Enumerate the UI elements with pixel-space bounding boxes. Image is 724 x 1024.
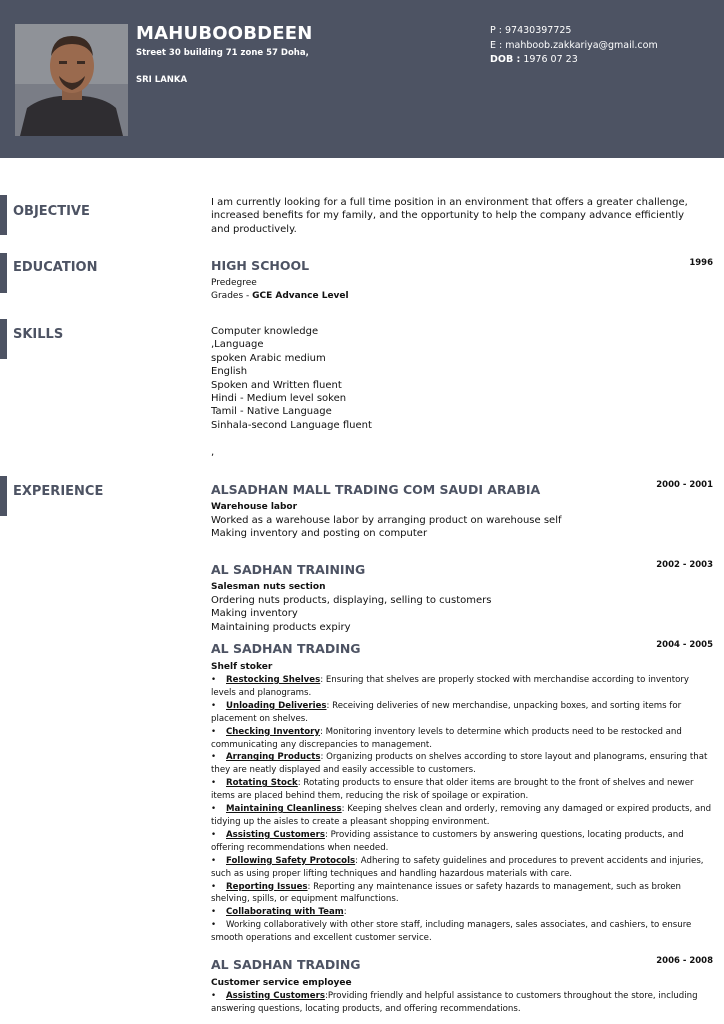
duty-text: : Receiving deliveries of new merchandise, unpacking boxes, and sorting items for placement on shelves.: [211, 700, 682, 724]
duty-heading: Rotating Stock: [226, 778, 298, 789]
skill-item: Sinhala-second Language fluent: [211, 419, 372, 431]
grades-label: Grades -: [211, 291, 253, 301]
duty-heading: Following Safety Protocols: [226, 855, 356, 866]
duty-text: : Keeping shelves clean and orderly, removing any damaged or expired products, and tidying up the aisles to create a pleasant shopping environment.: [211, 804, 712, 827]
skills-section-bar: [0, 319, 7, 359]
duty-text: : Reporting any maintenance issues or safety hazards to management, such as broken shelving, spills, or equipment malfunctions.: [211, 881, 681, 905]
job-role: Customer service employee: [211, 978, 352, 988]
job-dates: 2006 - 2008: [656, 956, 713, 966]
duty-heading: Arranging Products: [226, 752, 321, 763]
job-line: Worked as a warehouse labor by arranging product on warehouse self: [211, 515, 562, 526]
contact-info: [490, 24, 658, 68]
duty-text: : Monitoring inventory levels to determine which products need to be restocked and communicating any discrepancies to management.: [211, 726, 682, 750]
duty-heading: Maintaining Cleanliness: [226, 804, 342, 815]
duty-item: • Reporting Issues: Reporting any maintenance issues or safety hazards to management, such as broken shelving, spills, or equipment malfunctions.: [211, 881, 681, 905]
experience-heading: EXPERIENCE: [13, 484, 104, 499]
job-line: Making inventory and posting on computer: [211, 528, 428, 540]
duty-heading: Restocking Shelves: [226, 675, 321, 685]
job-role: Warehouse labor: [211, 502, 298, 512]
objective-heading: OBJECTIVE: [13, 204, 90, 219]
duty-text: : Organizing products on shelves according to store layout and planograms, ensuring that they are neatly displayed and easily accessible to customers.: [211, 752, 708, 776]
dob-label: DOB :: [490, 54, 521, 65]
education-section-bar: [0, 253, 7, 293]
person-avatar-icon: [15, 24, 128, 136]
duty-heading: Checking Inventory: [226, 726, 320, 737]
grades-value: GCE Advance Level: [252, 291, 349, 301]
skill-item: Hindi - Medium level soken: [211, 393, 347, 405]
duty-item: • Collaborating with Team:: [211, 907, 347, 918]
skills-list: [211, 325, 372, 432]
job-duties-list: [211, 674, 716, 945]
duty-item: • Working collaboratively with other store staff, including managers, sales associates, and cashiers, to ensure smooth operations and excellent customer service.: [211, 920, 692, 944]
education-year: 1996: [689, 258, 713, 268]
duty-text: : Providing assistance to customers by answering questions, locating products, and offering recommendations when needed.: [211, 829, 684, 853]
duty-text: : Ensuring that shelves are properly stocked with merchandise according to inventory levels and planograms.: [211, 675, 689, 698]
phone-number: 97430397725: [504, 25, 572, 36]
email-label: E :: [490, 39, 503, 51]
job-dates: 2000 - 2001: [656, 480, 713, 490]
skill-item: Computer knowledge: [211, 326, 319, 337]
address-line-2: SRI LANKA: [136, 75, 188, 85]
job-role: Salesman nuts section: [211, 582, 326, 592]
duty-heading: Collaborating with Team: [226, 907, 344, 918]
duty-heading: Assisting Customers: [226, 829, 325, 840]
job-line: Maintaining products expiry: [211, 621, 351, 633]
duty-heading: Assisting Customers: [226, 991, 325, 1001]
profile-photo: [15, 24, 128, 136]
duty-text: :: [343, 907, 347, 918]
skills-trailing-mark: ,: [211, 447, 215, 458]
skills-heading: SKILLS: [13, 327, 64, 342]
email-address: mahboob.zakkariya@gmail.com: [505, 39, 658, 51]
job-description: [211, 514, 562, 541]
job-role: Shelf stoker: [211, 662, 273, 672]
duty-heading: Reporting Issues: [226, 881, 308, 892]
duty-text: :Providing friendly and helpful assistance to customers throughout the store, including answering questions, locating products, and offering recommendations.: [211, 991, 698, 1014]
skill-item: spoken Arabic medium: [211, 352, 326, 364]
education-heading: EDUCATION: [13, 260, 98, 275]
duty-item: • Checking Inventory: Monitoring inventory levels to determine which products need to be restocked and communicating any discrepancies to management.: [211, 726, 682, 750]
skill-item: ,Language: [211, 339, 264, 351]
duty-heading: Unloading Deliveries: [226, 700, 327, 711]
duty-item: • Arranging Products: Organizing products on shelves according to store layout and planograms, ensuring that they are neatly displayed and easily accessible to customers.: [211, 752, 708, 776]
resume-header: [0, 0, 724, 158]
skill-item: Tamil - Native Language: [211, 406, 332, 418]
skill-item: English: [211, 366, 248, 378]
education-line: Predegree: [211, 278, 257, 288]
education-detail: [211, 277, 349, 303]
duty-item: • Following Safety Protocols: Adhering to safety guidelines and procedures to prevent accidents and injuries, such as using proper lifting techniques and handling hazardous materials with care.: [211, 855, 704, 879]
job-line: Ordering nuts products, displaying, selling to customers: [211, 595, 492, 606]
dob-value: 1976 07 23: [523, 54, 578, 65]
duty-item: • Unloading Deliveries: Receiving deliveries of new merchandise, unpacking boxes, and sorting items for placement on shelves.: [211, 700, 682, 724]
candidate-name: MAHUBOOBDEEN: [136, 23, 313, 44]
duty-item: • Restocking Shelves: Ensuring that shelves are properly stocked with merchandise according to inventory levels and planograms.: [211, 675, 689, 698]
experience-section-bar: [0, 476, 7, 516]
job-description: [211, 594, 491, 634]
duty-item: • Assisting Customers: Providing assistance to customers by answering questions, locating products, and offering recommendations when needed.: [211, 829, 684, 853]
duty-item: • Rotating Stock: Rotating products to ensure that older items are brought to the front of shelves and newer items are placed behind them, reducing the risk of spoilage or expiration.: [211, 778, 694, 802]
job-dates: 2002 - 2003: [656, 560, 713, 570]
duty-text: : Adhering to safety guidelines and procedures to prevent accidents and injuries, such as using proper lifting techniques and handling hazardous materials with care.: [211, 855, 704, 879]
job-company: AL SADHAN TRADING: [211, 641, 361, 656]
skill-item: Spoken and Written fluent: [211, 379, 342, 391]
duty-item: • Assisting Customers:Providing friendly and helpful assistance to customers throughout the store, including answering questions, locating products, and offering recommendations.: [211, 991, 698, 1014]
duty-item: • Maintaining Cleanliness: Keeping shelves clean and orderly, removing any damaged or expired products, and tidying up the aisles to create a pleasant shopping environment.: [211, 804, 712, 827]
job-line: Making inventory: [211, 608, 298, 620]
job-duties-list: [211, 990, 716, 1016]
job-company: AL SADHAN TRADING: [211, 957, 361, 972]
duty-text: Working collaboratively with other store staff, including managers, sales associates, and cashiers, to ensure smooth operations and excellent customer service.: [211, 920, 692, 944]
education-title: HIGH SCHOOL: [211, 258, 310, 273]
phone-label: P :: [490, 25, 502, 36]
job-dates: 2004 - 2005: [656, 640, 713, 650]
job-company: ALSADHAN MALL TRADING COM SAUDI ARABIA: [211, 482, 541, 497]
address-line-1: Street 30 building 71 zone 57 Doha,: [136, 48, 309, 58]
duty-text: : Rotating products to ensure that older items are brought to the front of shelves and newer items are placed behind them, reducing the risk of spoilage or expiration.: [211, 778, 694, 802]
objective-section-bar: [0, 195, 7, 235]
job-company: AL SADHAN TRAINING: [211, 562, 366, 577]
objective-text: I am currently looking for a full time position in an environment that offers a greater challenge, increased benefits for my family, and the opportunity to help the company advance efficiently and productively.: [211, 197, 688, 235]
